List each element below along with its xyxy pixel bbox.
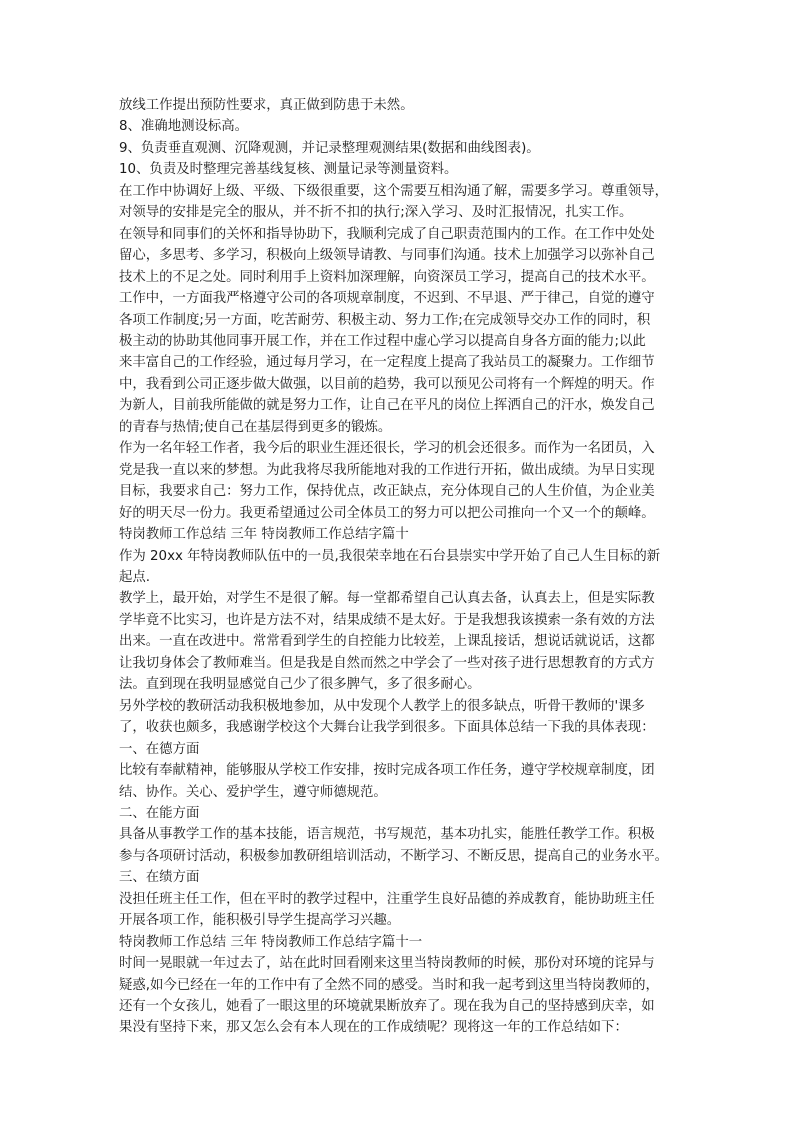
text-line: 作为一名年轻工作者，我今后的职业生涯还很长，学习的机会还很多。而作为一名团员，入 — [119, 441, 655, 457]
document-body — [119, 95, 677, 1039]
section-heading: 特岗教师工作总结 三年 特岗教师工作总结字篇十 — [119, 527, 409, 543]
text-line: 比较有奉献精神，能够服从学校工作安排，按时完成各项工作任务，遵守学校规章制度，团 — [119, 763, 655, 779]
text-line: 出来。一直在改进中。常常看到学生的自控能力比较差，上课乱接话，想说话就说话，这都 — [119, 634, 655, 650]
text-line: 极主动的协助其他同事开展工作，并在工作过程中虚心学习以提高自身各方面的能力;以此 — [119, 333, 646, 349]
text-line: 让我切身体会了教师难当。但是我是自然而然之中学会了一些对孩子进行思想教育的方式方 — [119, 655, 655, 671]
text-line: 8、准确地测设标高。 — [119, 119, 249, 135]
text-line: 留心，多思考、多学习，积极向上级领导请教、与同事们沟通。技术上加强学习以弥补自己 — [119, 248, 655, 264]
text-line: 开展各项工作，能积极引导学生提高学习兴趣。 — [119, 913, 401, 929]
text-line: 在领导和同事们的关怀和指导协助下，我顺利完成了自己职责范围内的工作。在工作中处处 — [119, 226, 655, 242]
text-line: 了，收获也颇多，我感谢学校这个大舞台让我学到很多。下面具体总结一下我的具体表现： — [119, 720, 655, 736]
text-line: 具备从事教学工作的基本技能，语言规范，书写规范，基本功扎实，能胜任教学工作。积极 — [119, 827, 655, 843]
text-line: 中，我看到公司正逐步做大做强，以目前的趋势，我可以预见公司将有一个辉煌的明天。作 — [119, 376, 655, 392]
text-line: 的青春与热情;使自己在基层得到更多的锻炼。 — [119, 419, 392, 435]
text-line: 还有一个女孩儿，她看了一眼这里的环境就果断放弃了。现在我为自己的坚持感到庆幸，如 — [119, 999, 655, 1015]
text-line: 另外学校的教研活动我积极地参加，从中发现个人教学上的很多缺点，听骨干教师的'课多 — [119, 698, 645, 714]
text-line: 对领导的安排是完全的服从，并不折不扣的执行;深入学习、及时汇报情况，扎实工作。 — [119, 205, 633, 221]
text-line: 结、协作。关心、爱护学生，遵守师德规范。 — [119, 784, 387, 800]
text-line: 法。直到现在我明显感觉自己少了很多脾气，多了很多耐心。 — [119, 677, 481, 693]
text-line: 起点. — [119, 569, 151, 585]
text-line: 工作中，一方面我严格遵守公司的各项规章制度，不迟到、不早退、严于律己，自觉的遵守 — [119, 291, 655, 307]
text-line: 目标，我要求自己：努力工作，保持优点，改正缺点，充分体现自己的人生价值，为企业美 — [119, 484, 655, 500]
text-line: 在工作中协调好上级、平级、下级很重要，这个需要互相沟通了解，需要多学习。尊重领导， — [119, 183, 669, 199]
text-line: 教学上，最开始，对学生不是很了解。每一堂都希望自己认真去备，认真去上，但是实际教 — [119, 591, 655, 607]
text-line: 作为 20xx 年特岗教师队伍中的一员,我很荣幸地在石台县崇实中学开始了自己人生目标的新 — [119, 548, 661, 564]
text-line: 果没有坚持下来，那又怎么会有本人现在的工作成绩呢？现将这一年的工作总结如下： — [119, 1020, 628, 1036]
text-line: 时间一晃眼就一年过去了，站在此时回看刚来这里当特岗教师的时候，那份对环境的诧异与 — [119, 956, 655, 972]
document-page — [119, 95, 677, 1039]
text-line: 疑惑,如今已经在一年的工作中有了全然不同的感受。当时和我一起考到这里当特岗教师的， — [119, 977, 659, 993]
text-line: 技术上的不足之处。同时利用手上资料加深理解，向资深员工学习，提高自己的技术水平。 — [119, 269, 655, 285]
text-line: 学毕竟不比实习，也许是方法不对，结果成绩不是太好。于是我想我该摸索一条有效的方法 — [119, 612, 655, 628]
text-line: 放线工作提出预防性要求，真正做到防患于未然。 — [119, 98, 414, 113]
text-line: 好的明天尽一份力。我更希望通过公司全体员工的努力可以把公司推向一个又一个的颠峰。 — [119, 505, 655, 521]
text-line: 来丰富自己的工作经验，通过每月学习，在一定程度上提高了我站员工的凝聚力。工作细节 — [119, 355, 655, 371]
subsection-heading: 一、在德方面 — [119, 741, 200, 757]
subsection-heading: 三、在绩方面 — [119, 870, 200, 886]
text-line: 各项工作制度;另一方面，吃苦耐劳、积极主动、努力工作;在完成领导交办工作的同时，积 — [119, 312, 651, 328]
text-line: 10、负责及时整理完善基线复核、测量记录等测量资料。 — [119, 162, 458, 178]
section-heading: 特岗教师工作总结 三年 特岗教师工作总结字篇十一 — [119, 934, 423, 950]
text-line: 为新人，目前我所能做的就是努力工作，让自己在平凡的岗位上挥洒自己的汗水，焕发自己 — [119, 398, 655, 414]
text-line: 没担任班主任工作，但在平时的教学过程中，注重学生良好品德的养成教育，能协助班主任 — [119, 891, 655, 907]
subsection-heading: 二、在能方面 — [119, 805, 200, 821]
text-line: 9、负责垂直观测、沉降观测，并记录整理观测结果(数据和曲线图表)。 — [119, 140, 540, 156]
text-line: 参与各项研讨活动，积极参加教研组培训活动，不断学习、不断反思，提高自己的业务水平。 — [119, 848, 669, 864]
text-line: 党是我一直以来的梦想。为此我将尽我所能地对我的工作进行开拓，做出成绩。为早日实现 — [119, 462, 655, 478]
